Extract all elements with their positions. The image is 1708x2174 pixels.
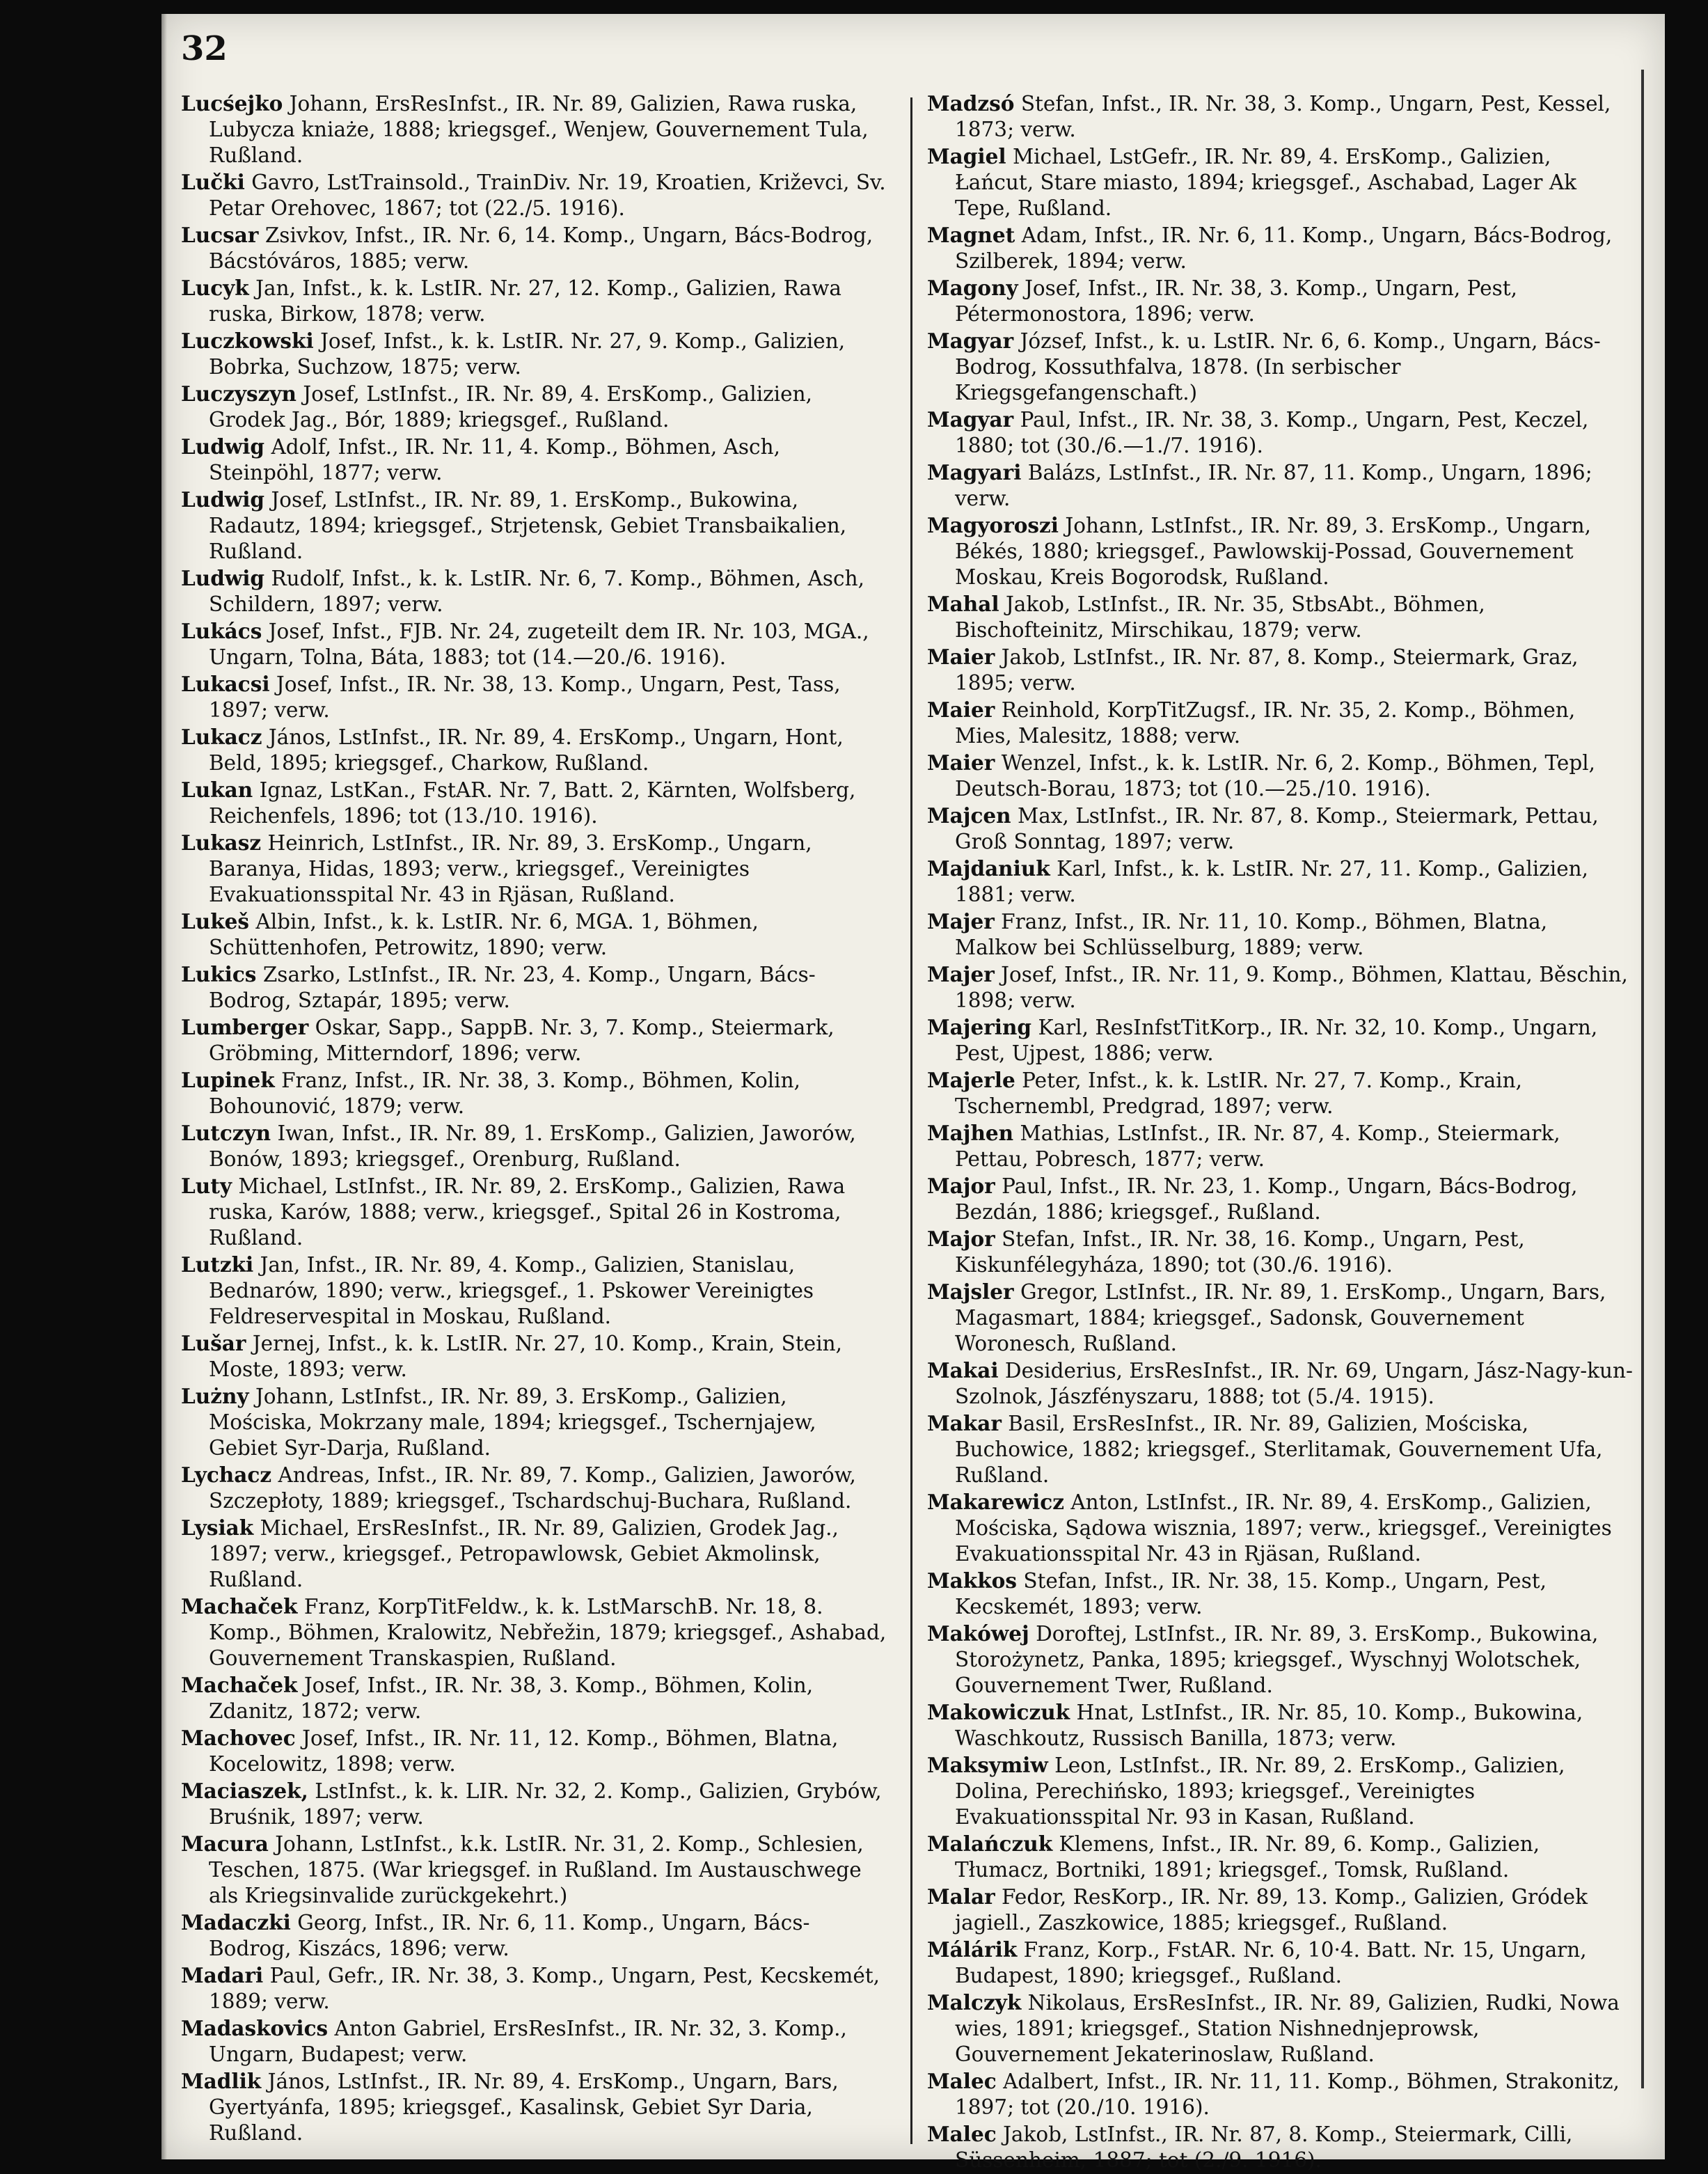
- entry-details: Johann, LstInfst., IR. Nr. 89, 3. ErsKomp., Ungarn, Békés, 1880; kriegsgef., Pawlowskij-Possad, Gouvernement Moskau, Kreis Bogorodsk, Rußland.: [955, 514, 1592, 589]
- entry-details: Klemens, Infst., IR. Nr. 89, 6. Komp., Galizien, Tłumacz, Bortniki, 1891; kriegsgef., Tomsk, Rußland.: [955, 1832, 1540, 1882]
- entry-surname: Madaczki: [181, 1910, 291, 1935]
- entry-details: Jakob, LstInfst., IR. Nr. 87, 8. Komp., Steiermark, Cilli, Süssenheim, 1887; tot (2./9. 1916).: [955, 2122, 1573, 2172]
- entry-details: Leon, LstInfst., IR. Nr. 89, 2. ErsKomp., Galizien, Dolina, Perechińsko, 1893; kriegsgef., Vereinigtes Evakuationsspital Nr. 93 in Kasan, Rußland.: [955, 1754, 1565, 1829]
- register-entry: [927, 1568, 1636, 1620]
- entry-details: János, LstInfst., IR. Nr. 89, 4. ErsKomp., Ungarn, Hont, Beld, 1895; kriegsgef., Charkow, Rußland.: [209, 725, 844, 775]
- entry-details: Josef, LstInfst., IR. Nr. 89, 1. ErsKomp., Bukowina, Radautz, 1894; kriegsgef., Strjetensk, Gebiet Transbaikalien, Rußland.: [209, 488, 847, 563]
- register-entry: [181, 1672, 889, 1724]
- register-entry: [181, 169, 889, 221]
- entry-surname: Lukeš: [181, 909, 250, 934]
- register-entry: [927, 1357, 1636, 1410]
- entry-details: Stefan, Infst., IR. Nr. 38, 3. Komp., Ungarn, Pest, Kessel, 1873; verw.: [955, 92, 1611, 141]
- register-entry: [181, 1462, 889, 1514]
- entry-surname: Machaček: [181, 1673, 298, 1697]
- entry-details: Zsarko, LstInfst., IR. Nr. 23, 4. Komp., Ungarn, Bács-Bodrog, Sztapár, 1895; verw.: [209, 963, 816, 1012]
- register-entry: [181, 1909, 889, 1962]
- register-entry: [927, 90, 1636, 143]
- entry-details: Paul, Infst., IR. Nr. 23, 1. Komp., Ungarn, Bács-Bodrog, Bezdán, 1886; kriegsgef., Rußland.: [955, 1174, 1578, 1224]
- document-page: [161, 14, 1665, 2172]
- register-entry: [181, 90, 889, 168]
- entry-surname: Lukacsi: [181, 672, 270, 696]
- entry-details: Adalbert, Infst., IR. Nr. 11, 11. Komp., Böhmen, Strakonitz, 1897; tot (20./10. 1916).: [955, 2070, 1620, 2119]
- entry-details: Josef, Infst., IR. Nr. 38, 3. Komp., Böhmen, Kolin, Zdanitz, 1872; verw.: [209, 1673, 814, 1723]
- register-entry: [927, 512, 1636, 590]
- left-column: [181, 90, 889, 2147]
- entry-surname: Maier: [927, 750, 995, 775]
- register-entry: [181, 1515, 889, 1593]
- entry-surname: Malczyk: [927, 1990, 1022, 2015]
- entry-details: Adam, Infst., IR. Nr. 6, 11. Komp., Ungarn, Bács-Bodrog, Szilberek, 1894; verw.: [955, 223, 1613, 273]
- entry-details: Josef, Infst., IR. Nr. 11, 12. Komp., Böhmen, Blatna, Kocelowitz, 1898; verw.: [209, 1726, 839, 1776]
- register-entry: [927, 2068, 1636, 2120]
- register-entry: [181, 777, 889, 829]
- register-entry: [181, 381, 889, 433]
- entry-surname: Lucyk: [181, 276, 249, 300]
- register-entry: [181, 1330, 889, 1383]
- entry-details: János, LstInfst., IR. Nr. 89, 4. ErsKomp., Ungarn, Bars, Gyertyánfa, 1895; kriegsgef., Kasalinsk, Gebiet Syr Daria, Rußland.: [209, 2070, 839, 2145]
- register-entry: [927, 644, 1636, 696]
- entry-details: Josef, Infst., IR. Nr. 38, 13. Komp., Ungarn, Pest, Tass, 1897; verw.: [209, 672, 841, 722]
- register-entry: [181, 830, 889, 908]
- entry-surname: Luczyszyn: [181, 381, 296, 406]
- register-entry: [927, 856, 1636, 908]
- entry-surname: Lukács: [181, 619, 262, 643]
- entry-surname: Lukasz: [181, 830, 262, 855]
- entry-details: Max, LstInfst., IR. Nr. 87, 8. Komp., Steiermark, Pettau, Groß Sonntag, 1897; verw.: [955, 804, 1599, 853]
- entry-surname: Majhen: [927, 1121, 1014, 1145]
- register-entry: [927, 1173, 1636, 1225]
- entry-surname: Major: [927, 1227, 995, 1251]
- register-entry: [927, 222, 1636, 274]
- entry-details: Ignaz, LstKan., FstAR. Nr. 7, Batt. 2, Kärnten, Wolfsberg, Reichenfels, 1896; tot (13./10. 1916).: [209, 778, 856, 828]
- entry-surname: Magyari: [927, 460, 1022, 485]
- register-entry: [181, 671, 889, 723]
- register-entry: [927, 1226, 1636, 1278]
- entry-surname: Majer: [927, 909, 995, 934]
- register-entry: [181, 1120, 889, 1172]
- entry-details: Johann, LstInfst., IR. Nr. 89, 3. ErsKomp., Galizien, Mościska, Mokrzany male, 1894; kriegsgef., Tschernjajew, Gebiet Syr-Darja, Rußland.: [209, 1385, 816, 1460]
- column-divider: [910, 97, 912, 2144]
- entry-details: Josef, Infst., IR. Nr. 38, 3. Komp., Ungarn, Pest, Pétermonostora, 1896; verw.: [955, 276, 1517, 326]
- entry-surname: Lupinek: [181, 1068, 275, 1092]
- register-entry: [181, 1173, 889, 1251]
- entry-details: Reinhold, KorpTitZugsf., IR. Nr. 35, 2. Komp., Böhmen, Mies, Malesitz, 1888; verw.: [955, 698, 1576, 748]
- register-entry: [181, 275, 889, 327]
- register-entry: [181, 724, 889, 776]
- register-entry: [181, 222, 889, 274]
- entry-surname: Madari: [181, 1963, 264, 1987]
- register-entry: [181, 1383, 889, 1461]
- entry-details: Johann, LstInfst., k.k. LstIR. Nr. 31, 2. Komp., Schlesien, Teschen, 1875. (War kriegsgef. in Rußland. Im Austauschwege als Kriegsinvalide zurückgekehrt.): [209, 1832, 864, 1907]
- entry-surname: Lutzki: [181, 1252, 254, 1277]
- entry-details: Mathias, LstInfst., IR. Nr. 87, 4. Komp., Steiermark, Pettau, Pobresch, 1877; verw.: [955, 1121, 1560, 1171]
- entry-details: Josef, Infst., IR. Nr. 11, 9. Komp., Böhmen, Klattau, Běschin, 1898; verw.: [955, 963, 1628, 1012]
- register-entry: [927, 1067, 1636, 1119]
- register-entry: [927, 1990, 1636, 2067]
- entry-surname: Maciaszek,: [181, 1779, 308, 1803]
- entry-details: Jakob, LstInfst., IR. Nr. 87, 8. Komp., Steiermark, Graz, 1895; verw.: [955, 645, 1579, 695]
- entry-details: Gavro, LstTrainsold., TrainDiv. Nr. 19, Kroatien, Križevci, Sv. Petar Orehovec, 1867; tot (22./5. 1916).: [209, 171, 886, 220]
- entry-surname: Malec: [927, 2122, 997, 2146]
- entry-surname: Malec: [927, 2069, 997, 2093]
- entry-details: Paul, Infst., IR. Nr. 38, 3. Komp., Ungarn, Pest, Keczel, 1880; tot (30./6.—1./7. 1916).: [955, 408, 1589, 457]
- entry-details: Wenzel, Infst., k. k. LstIR. Nr. 6, 2. Komp., Böhmen, Tepl, Deutsch-Borau, 1873; tot (10.—25./10. 1916).: [955, 751, 1596, 801]
- page-edge-line: [1641, 70, 1644, 2088]
- entry-surname: Machovec: [181, 1726, 296, 1750]
- register-entry: [181, 2015, 889, 2067]
- entry-details: Johann, ErsResInfst., IR. Nr. 89, Galizien, Rawa ruska, Lubycza kniaże, 1888; kriegsgef., Wenjew, Gouvernement Tula, Rußland.: [209, 92, 869, 167]
- register-entry: [927, 1831, 1636, 1883]
- entry-surname: Makowiczuk: [927, 1700, 1070, 1724]
- register-entry: [927, 1699, 1636, 1751]
- register-entry: [927, 1014, 1636, 1066]
- entry-details: Peter, Infst., k. k. LstIR. Nr. 27, 7. Komp., Krain, Tschernembl, Predgrad, 1897; verw.: [955, 1069, 1522, 1118]
- register-entry: [181, 434, 889, 486]
- entry-details: Jernej, Infst., k. k. LstIR. Nr. 27, 10. Komp., Krain, Stein, Moste, 1893; verw.: [209, 1332, 843, 1381]
- entry-details: Stefan, Infst., IR. Nr. 38, 15. Komp., Ungarn, Pest, Kecskemét, 1893; verw.: [955, 1569, 1547, 1618]
- entry-surname: Madlik: [181, 2069, 262, 2093]
- entry-surname: Lušar: [181, 1331, 246, 1355]
- register-entry: [927, 143, 1636, 221]
- entry-details: József, Infst., k. u. LstIR. Nr. 6, 6. Komp., Ungarn, Bács-Bodrog, Kossuthfalva, 1878. (In serbischer Kriegsgefangenschaft.): [955, 329, 1601, 404]
- entry-surname: Luczkowski: [181, 329, 314, 353]
- entry-surname: Luty: [181, 1174, 232, 1198]
- entry-surname: Magyar: [927, 407, 1014, 432]
- entry-details: Adolf, Infst., IR. Nr. 11, 4. Komp., Böhmen, Asch, Steinpöhl, 1877; verw.: [209, 435, 780, 485]
- entry-surname: Majcen: [927, 803, 1011, 828]
- entry-surname: Malar: [927, 1884, 995, 1909]
- entry-surname: Major: [927, 1174, 995, 1198]
- register-entry: [181, 1831, 889, 1909]
- register-entry: [927, 1884, 1636, 1936]
- entry-surname: Magiel: [927, 144, 1006, 168]
- register-entry: [181, 1014, 889, 1066]
- entry-surname: Magnet: [927, 223, 1015, 247]
- entry-details: Karl, ResInfstTitKorp., IR. Nr. 32, 10. Komp., Ungarn, Pest, Ujpest, 1886; verw.: [955, 1016, 1598, 1065]
- entry-details: Jan, Infst., IR. Nr. 89, 4. Komp., Galizien, Stanislau, Bednarów, 1890; verw., kriegsgef., 1. Pskower Vereinigtes Feldreservespital in Moskau, Rußland.: [209, 1253, 814, 1328]
- entry-details: Oskar, Sapp., SappB. Nr. 3, 7. Komp., Steiermark, Gröbming, Mitterndorf, 1896; verw.: [209, 1016, 835, 1065]
- entry-details: Jan, Infst., k. k. LstIR. Nr. 27, 12. Komp., Galizien, Rawa ruska, Birkow, 1878; verw.: [209, 276, 841, 326]
- entry-details: Georg, Infst., IR. Nr. 6, 11. Komp., Ungarn, Bács-Bodrog, Kiszács, 1896; verw.: [209, 1911, 810, 1960]
- entry-surname: Magony: [927, 276, 1018, 300]
- entry-details: Zsivkov, Infst., IR. Nr. 6, 14. Komp., Ungarn, Bács-Bodrog, Bácstóváros, 1885; verw.: [209, 223, 873, 273]
- entry-details: Jakob, LstInfst., IR. Nr. 35, StbsAbt., Böhmen, Bischofteinitz, Mirschikau, 1879; verw.: [955, 592, 1485, 642]
- register-entry: [927, 750, 1636, 802]
- entry-surname: Lucśejko: [181, 91, 283, 116]
- register-entry: [927, 1937, 1636, 1989]
- entry-surname: Magyoroszi: [927, 513, 1059, 537]
- entry-surname: Málárik: [927, 1937, 1018, 1962]
- register-entry: [181, 1778, 889, 1830]
- entry-surname: Lużny: [181, 1384, 249, 1408]
- entry-details: LstInfst., k. k. LIR. Nr. 32, 2. Komp., Galizien, Grybów, Bruśnik, 1897; verw.: [209, 1779, 882, 1829]
- register-entry: [927, 459, 1636, 512]
- register-entry: [927, 961, 1636, 1014]
- register-entry: [181, 2068, 889, 2146]
- register-entry: [181, 487, 889, 565]
- register-entry: [927, 1410, 1636, 1488]
- register-entry: [927, 1752, 1636, 1830]
- entry-details: Franz, Infst., IR. Nr. 11, 10. Komp., Böhmen, Blatna, Malkow bei Schlüsselburg, 1889; verw.: [955, 910, 1548, 959]
- register-entry: [927, 275, 1636, 327]
- entry-details: Josef, Infst., k. k. LstIR. Nr. 27, 9. Komp., Galizien, Bobrka, Suchzow, 1875; verw.: [209, 329, 846, 379]
- entry-details: Karl, Infst., k. k. LstIR. Nr. 27, 11. Komp., Galizien, 1881; verw.: [955, 857, 1589, 906]
- entry-details: Franz, Infst., IR. Nr. 38, 3. Komp., Böhmen, Kolin, Bohounović, 1879; verw.: [209, 1069, 800, 1118]
- entry-surname: Ludwig: [181, 566, 265, 590]
- entry-details: Josef, LstInfst., IR. Nr. 89, 4. ErsKomp., Galizien, Grodek Jag., Bór, 1889; kriegsgef., Rußland.: [209, 382, 812, 432]
- entry-details: Doroftej, LstInfst., IR. Nr. 89, 3. ErsKomp., Bukowina, Storożynetz, Panka, 1895; kriegsgef., Wyschnyj Wolotschek, Gouvernement Twer, Rußland.: [955, 1622, 1599, 1697]
- entry-surname: Maier: [927, 645, 995, 669]
- entry-surname: Majsler: [927, 1279, 1014, 1304]
- entry-surname: Ludwig: [181, 434, 265, 459]
- entry-details: Josef, Infst., FJB. Nr. 24, zugeteilt dem IR. Nr. 103, MGA., Ungarn, Tolna, Báta, 1883; tot (14.—20./6. 1916).: [209, 620, 869, 669]
- entry-surname: Lukics: [181, 962, 257, 986]
- entry-details: Gregor, LstInfst., IR. Nr. 89, 1. ErsKomp., Ungarn, Bars, Magasmart, 1884; kriegsgef., Sadonsk, Gouvernement Woronesch, Rußland.: [955, 1280, 1606, 1355]
- register-entry: [181, 1067, 889, 1119]
- entry-details: Iwan, Infst., IR. Nr. 89, 1. ErsKomp., Galizien, Jaworów, Bonów, 1893; kriegsgef., Orenburg, Rußland.: [209, 1121, 856, 1171]
- entry-details: Michael, LstGefr., IR. Nr. 89, 4. ErsKomp., Galizien, Łańcut, Stare miasto, 1894; kriegsgef., Aschabad, Lager Ak Tepe, Rußland.: [955, 145, 1577, 220]
- entry-surname: Makówej: [927, 1621, 1029, 1646]
- entry-details: Stefan, Infst., IR. Nr. 38, 16. Komp., Ungarn, Pest, Kiskunfélegyháza, 1890; tot (30./6. 1916).: [955, 1227, 1525, 1277]
- entry-surname: Madzsó: [927, 91, 1015, 116]
- entry-details: Michael, LstInfst., IR. Nr. 89, 2. ErsKomp., Galizien, Rawa ruska, Karów, 1888; verw., kriegsgef., Spital 26 in Kostroma, Rußland.: [209, 1174, 846, 1250]
- register-entry: [927, 1120, 1636, 1172]
- entry-surname: Lukacz: [181, 725, 262, 749]
- entry-details: Heinrich, LstInfst., IR. Nr. 89, 3. ErsKomp., Ungarn, Baranya, Hidas, 1893; verw., kriegsgef., Vereinigtes Evakuationsspital Nr. 43 in Rjäsan, Rußland.: [209, 831, 812, 906]
- register-entry: [927, 697, 1636, 749]
- entry-details: Franz, Korp., FstAR. Nr. 6, 10·4. Batt. Nr. 15, Ungarn, Budapest, 1890; kriegsgef., Rußland.: [955, 1938, 1587, 1987]
- entry-surname: Ludwig: [181, 487, 265, 512]
- entry-surname: Madaskovics: [181, 2016, 329, 2040]
- entry-surname: Majdaniuk: [927, 856, 1050, 881]
- register-entry: [927, 407, 1636, 459]
- register-entry: [927, 1621, 1636, 1699]
- entry-surname: Lutczyn: [181, 1121, 271, 1145]
- entry-surname: Lumberger: [181, 1015, 309, 1039]
- register-entry: [181, 1962, 889, 2015]
- entry-surname: Machaček: [181, 1594, 298, 1618]
- register-entry: [181, 1593, 889, 1671]
- entry-surname: Majer: [927, 962, 995, 986]
- entry-surname: Lukan: [181, 778, 253, 802]
- entry-details: Albin, Infst., k. k. LstIR. Nr. 6, MGA. 1, Böhmen, Schüttenhofen, Petrowitz, 1890; verw.: [209, 910, 759, 959]
- entry-surname: Magyar: [927, 329, 1014, 353]
- entry-details: Paul, Gefr., IR. Nr. 38, 3. Komp., Ungarn, Pest, Kecskemét, 1889; verw.: [209, 1964, 880, 2013]
- register-entry: [181, 618, 889, 670]
- entry-details: Anton, LstInfst., IR. Nr. 89, 4. ErsKomp., Galizien, Mościska, Sądowa wisznia, 1897; verw., kriegsgef., Vereinigtes Evakuationsspital Nr. 43 in Rjäsan, Rußland.: [955, 1490, 1612, 1566]
- entry-details: Rudolf, Infst., k. k. LstIR. Nr. 6, 7. Komp., Böhmen, Asch, Schildern, 1897; verw.: [209, 567, 864, 616]
- entry-surname: Lučki: [181, 170, 245, 194]
- register-entry: [181, 1725, 889, 1777]
- entry-surname: Makar: [927, 1411, 1002, 1435]
- entry-surname: Mahal: [927, 592, 999, 616]
- register-entry: [927, 2121, 1636, 2173]
- register-entry: [181, 908, 889, 961]
- entry-details: Basil, ErsResInfst., IR. Nr. 89, Galizien, Mościska, Buchowice, 1882; kriegsgef., Sterlitamak, Gouvernement Ufa, Rußland.: [955, 1412, 1603, 1487]
- entry-details: Nikolaus, ErsResInfst., IR. Nr. 89, Galizien, Rudki, Nowa wies, 1891; kriegsgef., Station Nishnednjeprowsk, Gouvernement Jekaterinoslaw, Rußland.: [955, 1991, 1620, 2066]
- entry-details: Desiderius, ErsResInfst., IR. Nr. 69, Ungarn, Jász-Nagy-kun-Szolnok, Jászfényszaru, 1888; tot (5./4. 1915).: [955, 1359, 1634, 1408]
- entry-details: Hnat, LstInfst., IR. Nr. 85, 10. Komp., Bukowina, Waschkoutz, Russisch Banilla, 1873; verw.: [955, 1701, 1583, 1750]
- register-entry: [927, 328, 1636, 406]
- entry-surname: Lysiak: [181, 1515, 254, 1540]
- entry-details: Andreas, Infst., IR. Nr. 89, 7. Komp., Galizien, Jaworów, Szczepłoty, 1889; kriegsgef., Tschardschuj-Buchara, Rußland.: [209, 1463, 856, 1513]
- register-entry: [181, 961, 889, 1014]
- entry-surname: Makarewicz: [927, 1490, 1064, 1514]
- register-entry: [927, 908, 1636, 961]
- entry-surname: Majering: [927, 1015, 1032, 1039]
- entry-surname: Makai: [927, 1358, 999, 1383]
- register-entry: [181, 565, 889, 617]
- entry-details: Fedor, ResKorp., IR. Nr. 89, 13. Komp., Galizien, Gródek jagiell., Zaszkowice, 1885; kriegsgef., Rußland.: [955, 1885, 1588, 1935]
- register-entry: [927, 1489, 1636, 1567]
- entry-surname: Macura: [181, 1832, 269, 1856]
- entry-surname: Lucsar: [181, 223, 259, 247]
- entry-details: Anton Gabriel, ErsResInfst., IR. Nr. 32, 3. Komp., Ungarn, Budapest; verw.: [209, 2017, 847, 2066]
- entry-surname: Majerle: [927, 1068, 1015, 1092]
- entry-surname: Lychacz: [181, 1463, 272, 1487]
- register-entry: [181, 1252, 889, 1330]
- entry-surname: Maksymiw: [927, 1753, 1048, 1777]
- register-entry: [927, 591, 1636, 643]
- register-entry: [927, 803, 1636, 855]
- entry-details: Michael, ErsResInfst., IR. Nr. 89, Galizien, Grodek Jag., 1897; verw., kriegsgef., Petropawlowsk, Gebiet Akmolinsk, Rußland.: [209, 1516, 839, 1591]
- entry-details: Franz, KorpTitFeldw., k. k. LstMarschB. Nr. 18, 8. Komp., Böhmen, Kralowitz, Nebřežin, 1879; kriegsgef., Ashabad, Gouvernement Transkaspien, Rußland.: [209, 1595, 887, 1670]
- entry-details: Balázs, LstInfst., IR. Nr. 87, 11. Komp., Ungarn, 1896; verw.: [955, 461, 1592, 510]
- entry-surname: Makkos: [927, 1568, 1017, 1593]
- right-column: [927, 90, 1636, 2174]
- entry-surname: Maier: [927, 698, 995, 722]
- register-entry: [927, 1279, 1636, 1357]
- register-entry: [181, 328, 889, 380]
- page-number: 32: [181, 29, 228, 68]
- page-shadow-edge: [161, 14, 167, 2159]
- entry-surname: Malańczuk: [927, 1832, 1053, 1856]
